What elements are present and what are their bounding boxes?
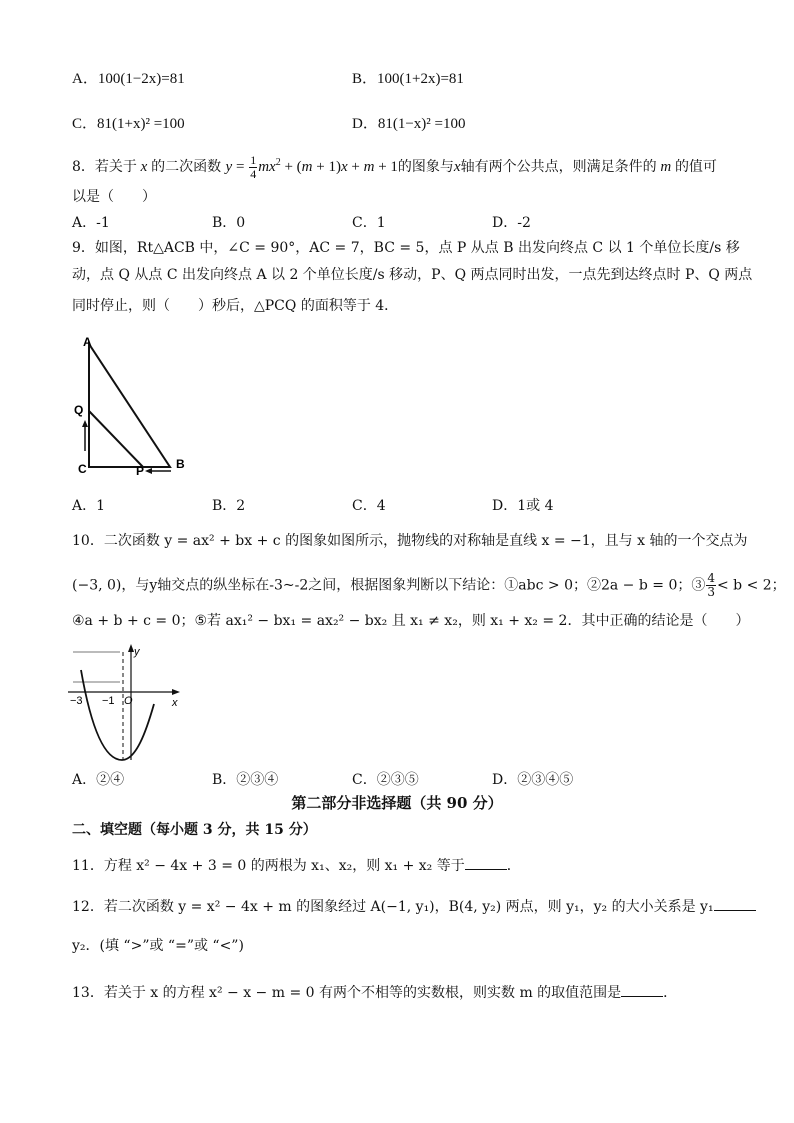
q7-option-b: B．100(1+2x)=81: [352, 71, 464, 87]
q9-option-b: B．2: [212, 498, 246, 514]
q10-option-b: B．②③④: [212, 772, 279, 788]
q9-label-a: A: [83, 335, 92, 349]
q8-stem-line2: 以是（ ）: [72, 189, 156, 205]
q11-stem: 11．方程 x² − 4x + 3 = 0 的两根为 x₁、x₂，则 x₁ + x₂ 等于 ．: [72, 855, 521, 876]
q13-stem: 13．若关于 x 的方程 x² − x − m = 0 有两个不相等的实数根，则实数 m 的取值范围是 ．: [72, 982, 677, 1003]
q10-option-d: D．②③④⑤: [492, 772, 574, 788]
q9-label-q: Q: [74, 403, 84, 417]
q8-option-a: A．-1: [72, 215, 110, 231]
q10-label-origin: O: [124, 695, 133, 707]
q10-stem-line1: 10．二次函数 y = ax² + bx + c 的图象如图所示，抛物线的对称轴是直线 x = −1，且与 x 轴的一个交点为: [72, 533, 748, 549]
fill-blank-section-title: 二、填空题（每小题 3 分，共 15 分）: [72, 822, 317, 838]
q9-label-c: C: [78, 462, 87, 476]
q9-triangle-figure: [72, 330, 202, 480]
q10-stem-line3: ④a + b + c = 0；⑤若 ax₁² − bx₁ = ax₂² − bx₂ 且 x₁ ≠ x₂，则 x₁ + x₂ = 2．其中正确的结论是（ ）: [72, 613, 750, 629]
q10-stem-line2: (−3, 0)，与y轴交点的纵坐标在-3~-2之间，根据图象判断以下结论：①abc > 0；②2a − b = 0；③ $\frac{4}{3}$ < b < 2；: [72, 571, 786, 599]
q12-stem-line2: y₂．(填 “>”或 “=”或 “<”): [72, 938, 244, 954]
q7-option-c: C．81(1+x)² =100: [72, 116, 185, 132]
q12-stem-line1: 12．若二次函数 y = x² − 4x + m 的图象经过 A(−1, y₁)，B(4, y₂) 两点，则 y₁，y₂ 的大小关系是 y₁: [72, 896, 756, 917]
q10-label-y: y: [134, 646, 140, 658]
q12-answer-blank[interactable]: [714, 896, 756, 911]
q10-label-minus1: −1: [102, 695, 115, 707]
q9-stem-line3: 同时停止，则（ ）秒后，△PCQ 的面积等于 4．: [72, 298, 399, 314]
q7-option-d: D．81(1−x)² =100: [352, 116, 466, 132]
q9-stem-line1: 9．如图，Rt△ACB 中，∠C = 90°，AC = 7，BC = 5，点 P 从点 B 出发向终点 C 以 1 个单位长度/s 移: [72, 240, 740, 256]
q13-answer-blank[interactable]: [621, 982, 663, 997]
q10-option-a: A．②④: [72, 772, 125, 788]
q10-label-x: x: [172, 697, 178, 709]
q10-option-c: C．②③⑤: [352, 772, 419, 788]
q10-label-minus3: −3: [70, 695, 83, 707]
q9-label-p: P: [136, 464, 145, 478]
q9-label-b: B: [176, 457, 185, 471]
q8-option-d: D．-2: [492, 215, 531, 231]
q9-option-d: D．1或 4: [492, 498, 554, 514]
part2-heading: 第二部分非选择题（共 90 分）: [291, 794, 503, 812]
q9-option-c: C．4: [352, 498, 386, 514]
q8-stem-line1: 8．若关于 x 的二次函数 y = $\frac{1}{4}$ $mx^2 + (m + 1)x + m + 1$的图象与x轴有两个公共点，则满足条件的 m 的值可: [72, 153, 717, 181]
q10-parabola-figure: [68, 642, 188, 768]
q9-option-a: A．1: [72, 498, 106, 514]
q7-option-a: A．100(1−2x)=81: [72, 71, 185, 87]
q11-answer-blank[interactable]: [465, 855, 507, 870]
q9-stem-line2: 动，点 Q 从点 C 出发向终点 A 以 2 个单位长度/s 移动，P、Q 两点同时出发，一点先到达终点时 P、Q 两点: [72, 267, 753, 283]
q8-option-c: C．1: [352, 215, 386, 231]
q8-option-b: B．0: [212, 215, 246, 231]
